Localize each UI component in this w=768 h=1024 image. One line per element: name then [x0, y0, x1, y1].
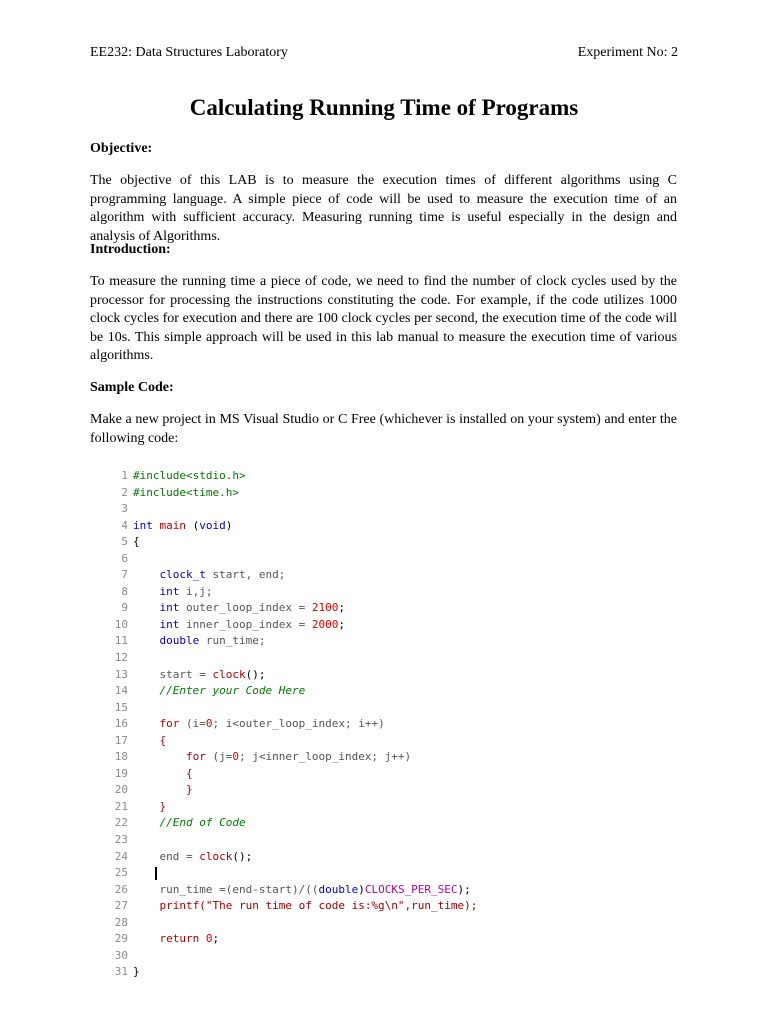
line-number: 16 [114, 717, 128, 731]
code-token: printf [159, 899, 200, 913]
code-line [110, 964, 610, 981]
code-line [110, 468, 610, 485]
line-number: 15 [114, 700, 128, 714]
code-token [133, 816, 160, 829]
code-token: //End of Code [159, 816, 246, 830]
code-token [133, 717, 160, 730]
code-token [133, 850, 160, 863]
code-token: ; [338, 617, 345, 631]
code-token: ) [358, 882, 365, 896]
code-token: inner_loop_index = [179, 617, 312, 631]
code-token [133, 750, 186, 763]
code-token: start = [159, 667, 213, 681]
code-token: int [159, 617, 180, 631]
code-line [110, 633, 610, 650]
code-line [110, 567, 610, 584]
code-line [110, 551, 610, 568]
line-number: 7 [121, 568, 128, 582]
code-token [133, 585, 160, 598]
code-token: clock [212, 667, 246, 681]
code-token: } [185, 783, 193, 797]
line-number: 27 [114, 899, 128, 913]
code-token [133, 783, 186, 796]
line-number: 24 [114, 849, 128, 863]
code-line [110, 650, 610, 667]
code-line [110, 700, 610, 717]
code-token [133, 668, 160, 681]
code-token: return [159, 932, 200, 946]
code-line [110, 782, 610, 799]
line-number: 18 [114, 750, 128, 764]
code-line [110, 733, 610, 750]
line-number: 30 [114, 948, 128, 962]
code-token: clock [199, 849, 233, 863]
course-title: EE232: Data Structures Laboratory [90, 45, 288, 60]
code-line [110, 799, 610, 816]
code-line [110, 518, 610, 535]
page-header [90, 45, 678, 65]
code-token: } [159, 799, 167, 813]
code-token: start, end; [205, 568, 286, 582]
line-number: 26 [114, 882, 128, 896]
code-token: //Enter your Code Here [159, 684, 306, 698]
code-token: ); [457, 882, 471, 896]
code-token: (); [232, 849, 253, 863]
line-number: 11 [114, 634, 128, 648]
code-token: (j= [205, 750, 233, 764]
code-token: for [185, 750, 206, 764]
code-line [110, 931, 610, 948]
sample-code-paragraph: Make a new project in MS Visual Studio or C Free (whichever is installed on your system) and enter the following code: [90, 412, 677, 446]
line-number: 4 [121, 518, 128, 532]
code-line [110, 485, 610, 502]
code-line [110, 882, 610, 899]
code-token [133, 734, 160, 747]
line-number: 14 [114, 684, 128, 698]
line-number: 3 [121, 502, 128, 516]
line-number: 6 [121, 551, 128, 565]
line-number: 10 [114, 617, 128, 631]
code-token: double [318, 882, 359, 896]
code-token [133, 684, 160, 697]
code-token: } [133, 965, 140, 979]
text-cursor [155, 867, 157, 880]
line-number: 9 [121, 601, 128, 615]
code-token: for [159, 717, 180, 731]
code-line [110, 667, 610, 684]
objective-paragraph: The objective of this LAB is to measure the execution times of different algorithms using C programming language. A simple piece of code will be used to measure the execution time of an algorithm with sufficient accuracy. Measuring running time is useful especially in the design and analysis of Algorithms. [90, 173, 677, 244]
code-token: 0 [205, 932, 213, 946]
code-token: 2100 [311, 601, 339, 615]
code-token: int [159, 601, 180, 615]
line-number: 25 [114, 866, 128, 880]
code-token: ; [338, 601, 345, 615]
code-line [110, 534, 610, 551]
code-token: clock_t [159, 568, 206, 582]
code-token: int [133, 518, 153, 532]
code-token: (i= [179, 717, 206, 731]
code-token: end = [159, 849, 200, 863]
code-token: run_time =(end-start)/(( [159, 882, 319, 896]
code-line [110, 716, 610, 733]
line-number: 20 [114, 783, 128, 797]
code-token: run_time; [199, 634, 266, 648]
line-number: 1 [121, 469, 128, 482]
code-token [133, 883, 160, 896]
code-token: #include<stdio.h> [133, 469, 246, 482]
line-number: 5 [121, 535, 128, 549]
line-number: 8 [121, 584, 128, 598]
introduction-paragraph: To measure the running time a piece of code, we need to find the number of clock cycles used by the processor for processing the instructions constituting the code. For example, if the code utilizes 1000 clock cycles for execution and there are 100 clock cycles per second, the execution time of the code will be 10s. This simple approach will be used in this lab manual to measure the execution time of various algorithms. [90, 274, 677, 364]
line-number: 2 [121, 485, 128, 499]
code-line [110, 766, 610, 783]
code-token [133, 618, 160, 631]
code-token: 2000 [311, 617, 339, 631]
code-token: 0 [205, 717, 213, 731]
code-token [153, 519, 160, 532]
code-line [110, 849, 610, 866]
code-token: ; j<inner_loop_index; j++) [238, 750, 412, 764]
experiment-number: Experiment No: 2 [577, 45, 678, 60]
line-number: 22 [114, 816, 128, 830]
line-number: 19 [114, 766, 128, 780]
code-token: ; i<outer_loop_index; i++) [212, 717, 385, 731]
code-token: int [159, 584, 180, 598]
code-token: i,j; [179, 584, 213, 598]
code-token: 0 [232, 750, 239, 764]
line-number: 21 [114, 799, 128, 813]
line-number: 17 [114, 733, 128, 747]
code-token [133, 634, 160, 647]
line-number: 31 [114, 965, 128, 979]
code-line [110, 617, 610, 634]
code-token [133, 767, 186, 780]
code-token [133, 601, 160, 614]
line-number: 13 [114, 667, 128, 681]
objective-heading: Objective: [90, 141, 153, 156]
code-token: ) [225, 518, 233, 532]
code-token [133, 568, 160, 581]
line-number: 28 [114, 915, 128, 929]
code-token: ( [186, 518, 200, 532]
code-token: { [133, 535, 140, 549]
code-token: CLOCKS_PER_SEC [364, 882, 458, 896]
page-title: Calculating Running Time of Programs [189, 95, 579, 120]
code-line [110, 948, 610, 965]
line-number: 23 [114, 833, 128, 847]
code-token [133, 932, 160, 945]
code-token: (); [245, 667, 266, 681]
code-listing [110, 468, 610, 981]
code-token: outer_loop_index = [179, 601, 312, 615]
code-line [110, 832, 610, 849]
code-token: double [159, 634, 200, 648]
code-line [110, 584, 610, 601]
sample-code-heading: Sample Code: [90, 380, 174, 395]
code-line [110, 898, 610, 915]
code-line [110, 749, 610, 766]
code-token [199, 932, 206, 945]
code-token: { [185, 766, 193, 780]
code-line [110, 600, 610, 617]
code-token: #include<time.h> [133, 485, 239, 499]
code-line [110, 865, 610, 882]
code-token [133, 800, 160, 813]
code-line [110, 683, 610, 700]
line-number: 29 [114, 932, 128, 946]
code-line [110, 501, 610, 518]
code-token: main [159, 518, 186, 532]
code-line [110, 815, 610, 832]
code-line [110, 915, 610, 932]
code-token: ("The run time of code is:%g\n",run_time); [199, 899, 478, 913]
code-token: { [159, 733, 167, 747]
code-token: void [199, 518, 226, 532]
code-token [133, 899, 160, 912]
code-token: ; [212, 932, 220, 946]
line-number: 12 [114, 651, 128, 665]
introduction-heading: Introduction: [90, 242, 171, 257]
